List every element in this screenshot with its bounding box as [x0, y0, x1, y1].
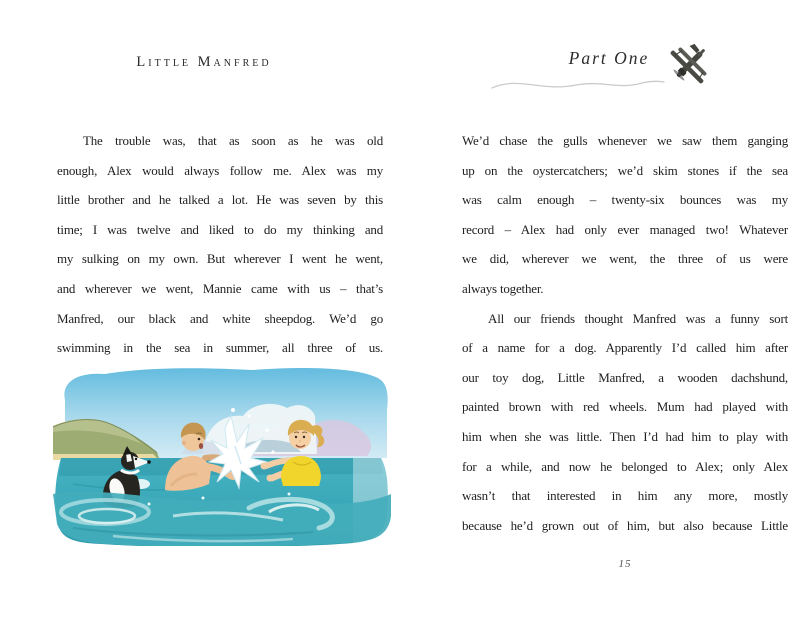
text-line: Manfred, our black and white sheepdog. We’d go	[57, 310, 383, 326]
text-line: was calm enough – twenty-six bounces was my	[462, 192, 788, 208]
text-line: up on the oystercatchers; we’d skim stones if the sea	[462, 162, 788, 178]
part-title: Part One	[568, 48, 650, 68]
sea-swimming-illustration-svg	[53, 366, 391, 546]
text-line: of a name for a dog. Apparently I’d called him after	[462, 340, 788, 356]
text-line: painted brown with red wheels. Mum had played with	[462, 399, 788, 415]
page-number: 15	[618, 558, 632, 570]
text-line: little brother and he talked a lot. He was seven by this	[57, 192, 383, 208]
left-page-text	[57, 126, 383, 363]
flight-path-line	[490, 72, 666, 98]
text-line: record – Alex had only ever managed two! Whatever	[462, 221, 788, 237]
running-head-title: Little Manfred	[136, 54, 272, 70]
text-line: we did, wherever we went, the three of us were	[462, 251, 788, 267]
biplane-icon	[668, 36, 714, 90]
text-line: him when she was little. Then I’d had him to play with	[462, 428, 788, 444]
text-line: swimming in the sea in summer, all three of us.	[57, 340, 383, 356]
text-line: because he’d grown out of him, but also because Little	[462, 517, 788, 533]
text-line: All our friends thought Manfred was a funny sort	[488, 310, 788, 326]
text-line: and wherever we went, Mannie came with us – that’s	[57, 280, 383, 296]
text-line: The trouble was, that as soon as he was old	[83, 133, 383, 148]
text-line: always together.	[462, 280, 544, 296]
text-line: wasn’t that interested in him any more, mostly	[462, 488, 788, 504]
right-page-text	[462, 126, 788, 540]
text-line: time; I was twelve and liked to do my thinking and	[57, 221, 383, 237]
text-line: We’d chase the gulls whenever we saw them ganging	[462, 133, 788, 148]
sea-swimming-illustration	[53, 366, 391, 546]
text-line: for a while, and now he belonged to Alex; only Alex	[462, 458, 788, 474]
text-line: our toy dog, Little Manfred, a wooden dachshund,	[462, 369, 788, 385]
text-line: enough, Alex would always follow me. Alex was my	[57, 162, 383, 178]
text-line: my sulking on my own. But wherever I went he went,	[57, 251, 383, 267]
